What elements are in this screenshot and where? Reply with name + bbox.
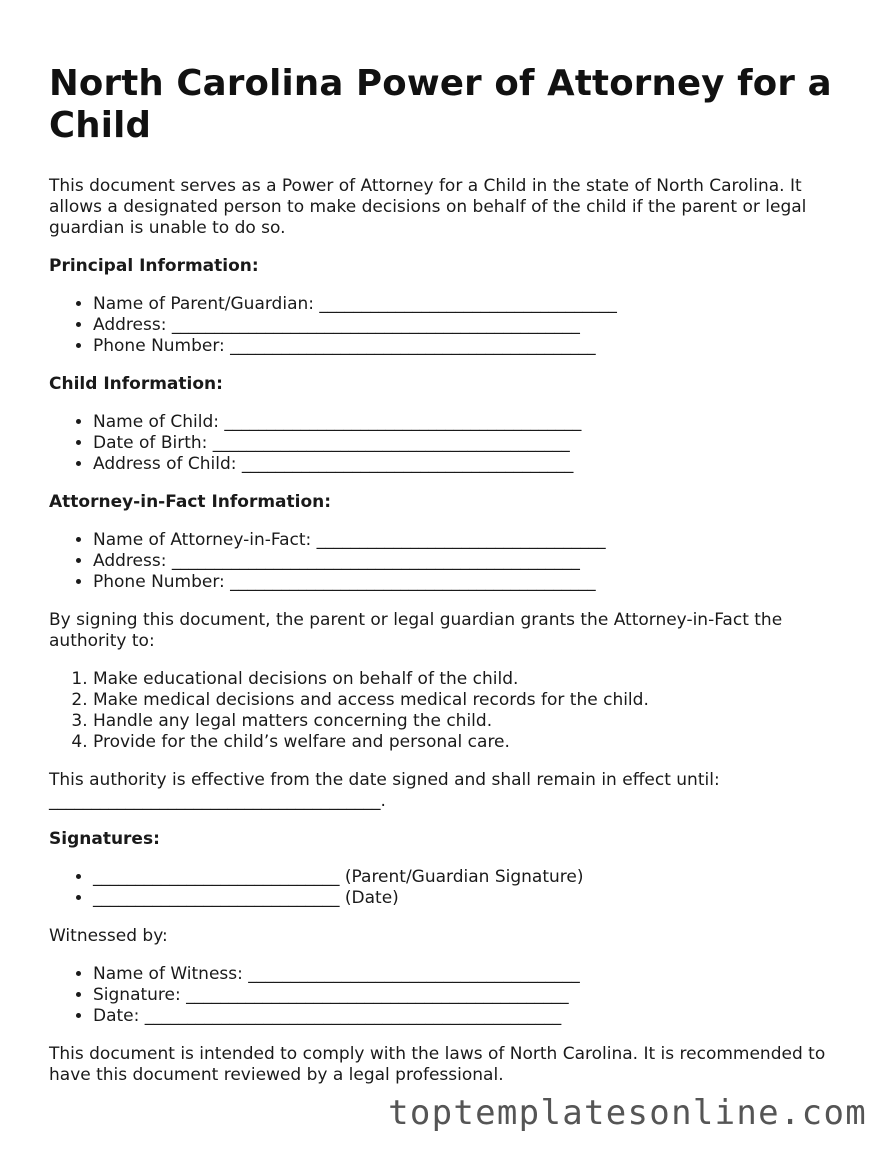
attorney-list xyxy=(49,530,839,593)
list-item: • Date: _________________________________________________ xyxy=(93,1006,839,1027)
child-heading: Child Information: xyxy=(49,374,223,394)
intro-paragraph: This document serves as a Power of Attorney for a Child in the state of North Carolina. It allows a designated person to make decisions on behalf of the child if the parent or legal guardian is unable to do so. xyxy=(49,176,807,238)
witness-heading: Witnessed by: xyxy=(49,926,168,946)
list-item: • Phone Number: ___________________________________________ xyxy=(93,336,839,357)
page-title: North Carolina Power of Attorney for a Child xyxy=(49,63,832,146)
closing-paragraph: This document is intended to comply with the laws of North Carolina. It is recommended to have this document reviewed by a legal professional. xyxy=(49,1044,826,1085)
list-item: 3. Handle any legal matters concerning the child. xyxy=(93,711,839,732)
list-item: • _____________________________ (Date) xyxy=(93,888,839,909)
list-item: • Name of Parent/Guardian: ___________________________________ xyxy=(93,294,839,315)
list-item: • Name of Witness: _______________________________________ xyxy=(93,964,839,985)
signatures-heading: Signatures: xyxy=(49,829,160,849)
list-item: • Address: ________________________________________________ xyxy=(93,315,839,336)
attorney-heading: Attorney-in-Fact Information: xyxy=(49,492,332,512)
list-item: • _____________________________ (Parent/Guardian Signature) xyxy=(93,867,839,888)
list-item: 1. Make educational decisions on behalf of the child. xyxy=(93,669,839,690)
list-item: • Signature: _____________________________________________ xyxy=(93,985,839,1006)
list-item: 4. Provide for the child’s welfare and personal care. xyxy=(93,732,839,753)
document xyxy=(49,0,839,1086)
list-item: • Address of Child: _______________________________________ xyxy=(93,454,839,475)
watermark: toptemplatesonline.com xyxy=(388,1093,867,1133)
list-item: • Name of Child: __________________________________________ xyxy=(93,412,839,433)
powers-list xyxy=(49,669,839,753)
effective-paragraph: This authority is effective from the date signed and shall remain in effect until: _______________________________________. xyxy=(49,770,720,811)
list-item: 2. Make medical decisions and access medical records for the child. xyxy=(93,690,839,711)
list-item: • Phone Number: ___________________________________________ xyxy=(93,572,839,593)
list-item: • Address: ________________________________________________ xyxy=(93,551,839,572)
authority-intro: By signing this document, the parent or legal guardian grants the Attorney-in-Fact the authority to: xyxy=(49,610,783,651)
list-item: • Name of Attorney-in-Fact: __________________________________ xyxy=(93,530,839,551)
principal-heading: Principal Information: xyxy=(49,256,259,276)
principal-list xyxy=(49,294,839,357)
child-list xyxy=(49,412,839,475)
list-item: • Date of Birth: __________________________________________ xyxy=(93,433,839,454)
signatures-list xyxy=(49,867,839,909)
witness-list xyxy=(49,964,839,1027)
